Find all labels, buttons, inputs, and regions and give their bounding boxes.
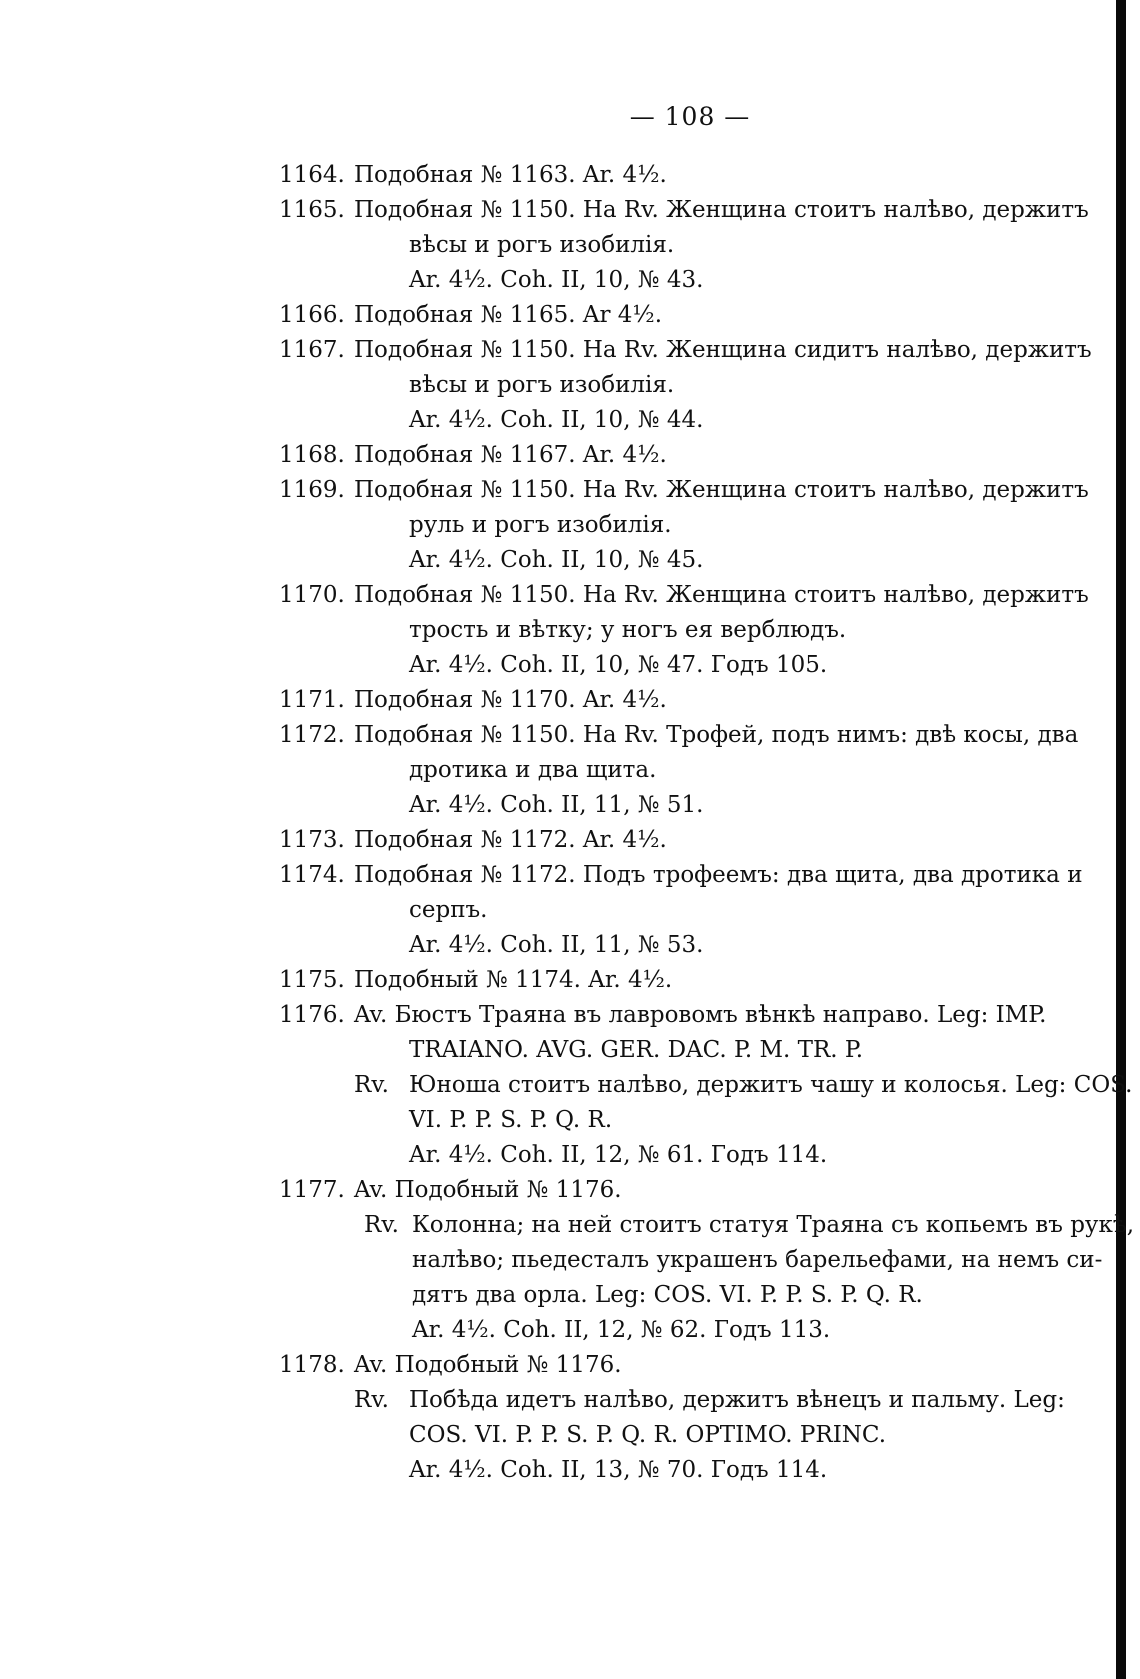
entry-1172 <box>0 718 1140 753</box>
entry-text: Колонна; на ней стоитъ статуя Траяна съ копьемъ въ рукѣ, <box>412 1212 1135 1238</box>
entry-1176-cont <box>0 1033 1140 1068</box>
entry-text: Подобная № 1172. Подъ трофеемъ: два щита, два дротика и <box>354 862 1083 888</box>
entry-text: Подобная № 1170. Ar. 4½. <box>354 687 667 713</box>
entry-reference: Ar. 4½. Coh. II, 11, № 51. <box>409 792 704 818</box>
entry-1177-ref <box>0 1313 1140 1348</box>
page-number: — 108 — <box>629 102 751 131</box>
entry-1170 <box>0 578 1140 613</box>
entry-number: 1167. <box>279 337 345 363</box>
entry-number: 1165. <box>279 197 345 223</box>
entry-number: 1173. <box>279 827 345 853</box>
entry-number: 1175. <box>279 967 345 993</box>
entry-1176 <box>0 998 1140 1033</box>
entry-1178-rv-cont <box>0 1418 1140 1453</box>
entry-reference: Ar. 4½. Coh. II, 12, № 62. Годъ 113. <box>412 1317 831 1343</box>
entry-number: 1166. <box>279 302 345 328</box>
entry-1165 <box>0 193 1140 228</box>
reverse-label: Rv. <box>354 1072 389 1098</box>
entry-text: Подобная № 1163. Ar. 4½. <box>354 162 667 188</box>
entry-text: Подобная № 1150. На Rv. Женщина сидитъ налѣво, держитъ <box>354 337 1092 363</box>
entry-1169 <box>0 473 1140 508</box>
entry-text: COS. VI. P. P. S. P. Q. R. OPTIMO. PRINC. <box>409 1422 887 1448</box>
entry-number: 1172. <box>279 722 345 748</box>
reverse-label: Rv. <box>354 1387 389 1413</box>
catalog-entries <box>0 158 1140 1488</box>
entry-text: Av. Подобный № 1176. <box>354 1352 622 1378</box>
entry-text: руль и рогъ изобилія. <box>409 512 672 538</box>
entry-text: серпъ. <box>409 897 488 923</box>
entry-reference: Ar. 4½. Coh. II, 11, № 53. <box>409 932 704 958</box>
entry-text: Подобная № 1172. Ar. 4½. <box>354 827 667 853</box>
entry-text: TRAIANO. AVG. GER. DAC. P. M. TR. P. <box>409 1037 864 1063</box>
entry-1178 <box>0 1348 1140 1383</box>
entry-1177-rv <box>0 1208 1140 1243</box>
entry-reference: Ar. 4½. Coh. II, 10, № 43. <box>409 267 704 293</box>
entry-text: Подобная № 1165. Ar 4½. <box>354 302 663 328</box>
entry-1167-cont <box>0 368 1140 403</box>
entry-number: 1168. <box>279 442 345 468</box>
entry-text: трость и вѣтку; у ногъ ея верблюдъ. <box>409 617 847 643</box>
entry-text: вѣсы и рогъ изобилія. <box>409 232 675 258</box>
entry-text: Юноша стоитъ налѣво, держитъ чашу и колосья. Leg: COS. <box>409 1072 1133 1098</box>
entry-number: 1164. <box>279 162 345 188</box>
entry-1177 <box>0 1173 1140 1208</box>
entry-number: 1174. <box>279 862 345 888</box>
reverse-label: Rv. <box>364 1212 399 1238</box>
entry-1169-cont <box>0 508 1140 543</box>
entry-1178-rv <box>0 1383 1140 1418</box>
entry-text: VI. P. P. S. P. Q. R. <box>409 1107 613 1133</box>
entry-1165-ref <box>0 263 1140 298</box>
entry-1178-ref <box>0 1453 1140 1488</box>
entry-reference: Ar. 4½. Coh. II, 10, № 47. Годъ 105. <box>409 652 828 678</box>
entry-1175 <box>0 963 1140 998</box>
entry-reference: Ar. 4½. Coh. II, 10, № 44. <box>409 407 704 433</box>
entry-1176-rv <box>0 1068 1140 1103</box>
entry-text: Av. Подобный № 1176. <box>354 1177 622 1203</box>
entry-reference: Ar. 4½. Coh. II, 12, № 61. Годъ 114. <box>409 1142 828 1168</box>
entry-1174 <box>0 858 1140 893</box>
entry-1172-ref <box>0 788 1140 823</box>
entry-1168 <box>0 438 1140 473</box>
entry-text: Подобная № 1150. На Rv. Женщина стоитъ налѣво, держитъ <box>354 477 1089 503</box>
entry-1167-ref <box>0 403 1140 438</box>
entry-text: Подобная № 1150. На Rv. Женщина стоитъ налѣво, держитъ <box>354 582 1089 608</box>
entry-1165-cont <box>0 228 1140 263</box>
entry-text: вѣсы и рогъ изобилія. <box>409 372 675 398</box>
entry-1169-ref <box>0 543 1140 578</box>
entry-1170-cont <box>0 613 1140 648</box>
entry-text: Подобная № 1150. На Rv. Женщина стоитъ налѣво, держитъ <box>354 197 1089 223</box>
entry-1174-ref <box>0 928 1140 963</box>
entry-1176-rv-cont <box>0 1103 1140 1138</box>
entry-text: налѣво; пьедесталъ украшенъ барельефами, на немъ си- <box>412 1247 1103 1273</box>
entry-1176-ref <box>0 1138 1140 1173</box>
entry-1167 <box>0 333 1140 368</box>
entry-number: 1176. <box>279 1002 345 1028</box>
entry-1174-cont <box>0 893 1140 928</box>
entry-reference: Ar. 4½. Coh. II, 13, № 70. Годъ 114. <box>409 1457 828 1483</box>
entry-reference: Ar. 4½. Coh. II, 10, № 45. <box>409 547 704 573</box>
entry-text: Подобный № 1174. Ar. 4½. <box>354 967 673 993</box>
entry-1170-ref <box>0 648 1140 683</box>
entry-text: дротика и два щита. <box>409 757 657 783</box>
entry-number: 1171. <box>279 687 345 713</box>
entry-text: дятъ два орла. Leg: COS. VI. P. P. S. P. Q. R. <box>412 1282 923 1308</box>
entry-1177-rv-cont <box>0 1243 1140 1278</box>
entry-1166 <box>0 298 1140 333</box>
entry-text: Av. Бюстъ Траяна въ лавровомъ вѣнкѣ направо. Leg: IMP. <box>354 1002 1047 1028</box>
entry-number: 1178. <box>279 1352 345 1378</box>
entry-text: Подобная № 1150. На Rv. Трофей, подъ нимъ: двѣ косы, два <box>354 722 1079 748</box>
entry-1173 <box>0 823 1140 858</box>
entry-1172-cont <box>0 753 1140 788</box>
entry-1171 <box>0 683 1140 718</box>
entry-text: Подобная № 1167. Ar. 4½. <box>354 442 667 468</box>
entry-text: Побѣда идетъ налѣво, держитъ вѣнецъ и пальму. Leg: <box>409 1387 1065 1413</box>
entry-number: 1170. <box>279 582 345 608</box>
entry-1177-rv-cont2 <box>0 1278 1140 1313</box>
entry-number: 1177. <box>279 1177 345 1203</box>
entry-number: 1169. <box>279 477 345 503</box>
entry-1164 <box>0 158 1140 193</box>
